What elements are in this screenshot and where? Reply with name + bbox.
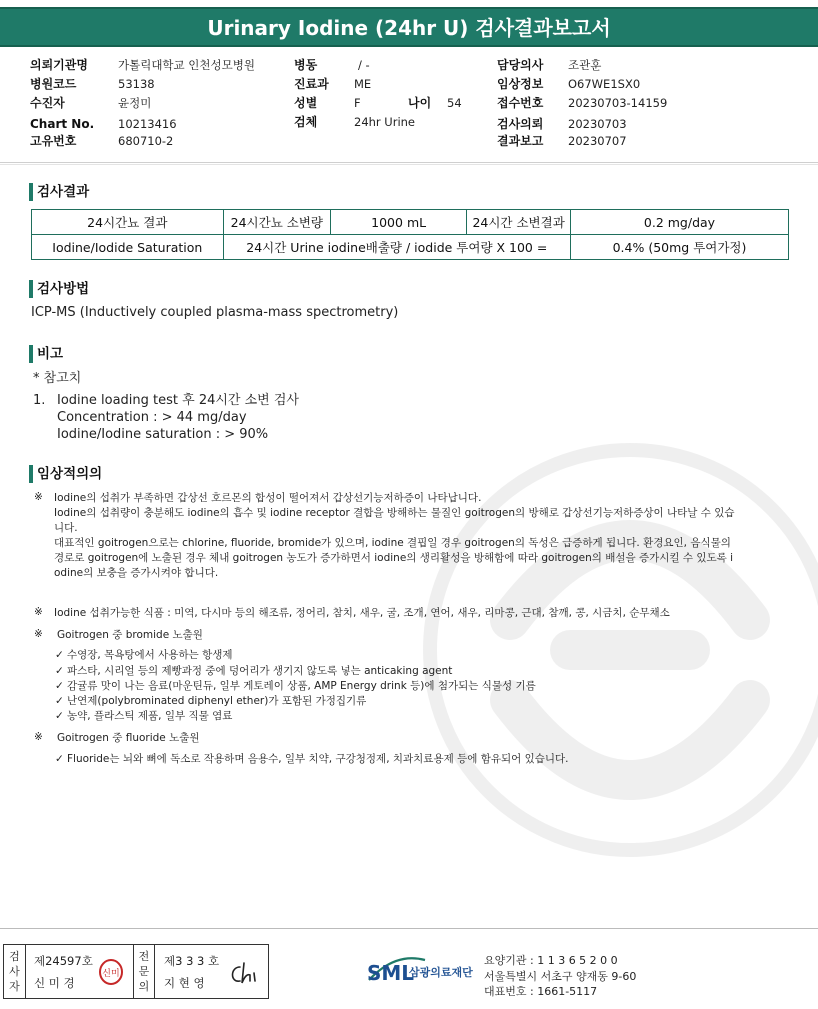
clinical-line: Iodine 섭취가능한 식품 : 미역, 다시마 등의 해조류, 정어리, 참치, 새우, 굴, 조개, 연어, 새우, 리마콩, 근대, 참깨, 콩, 시금치, 순무채소	[54, 607, 670, 619]
remark-line: Concentration : > 44 mg/day	[57, 410, 247, 425]
clinical-line: odine의 보충을 증가시켜야 합니다.	[54, 567, 219, 579]
clinical-subtitle: Goitrogen 중 fluoride 노출원	[57, 732, 200, 744]
table-cell: 24시간뇨 결과	[32, 210, 224, 235]
list-item: ✓ 농약, 플라스틱 제품, 일부 직물 염료	[55, 710, 233, 722]
section-title-method: 검사방법	[29, 279, 89, 299]
value-patient: 윤정미	[118, 96, 152, 110]
section-title-remark: 비고	[29, 344, 63, 364]
reference-label: * 참고치	[33, 371, 82, 386]
list-item: ✓ 파스타, 시리얼 등의 제빵과정 중에 덩어리가 생기지 않도록 넣는 anticaking agent	[55, 665, 453, 677]
label-sex: 성별	[294, 96, 318, 110]
divider	[0, 162, 818, 163]
institution-phone: 대표번호 : 1661-5117	[484, 985, 598, 998]
value-requesting-institution: 가톨릭대학교 인천성모병원	[118, 58, 255, 72]
check-icon: ✓	[55, 680, 64, 692]
clinical-line: 니다.	[54, 522, 78, 534]
note-mark: ※	[34, 731, 43, 743]
footer-divider	[0, 928, 818, 929]
label-specimen: 검체	[294, 115, 318, 129]
clinical-line: 대표적인 goitrogen으로는 chlorine, fluoride, bromide가 있으며, iodine 결핍일 경우 goitrogen의 독성은 급증하게 됩니다. 환경요인, 음식물의	[54, 537, 731, 549]
table-cell: 24시간 소변결과	[467, 210, 571, 235]
list-number: 1.	[33, 393, 46, 408]
method-text: ICP-MS (Inductively coupled plasma-mass spectrometry)	[31, 305, 399, 320]
table-cell: 24시간뇨 소변량	[223, 210, 330, 235]
label-age: 나이	[408, 96, 432, 110]
section-title-result: 검사결과	[29, 182, 89, 202]
value-hospital-code: 53138	[118, 77, 155, 91]
list-item: ✓ 수영장, 목욕탕에서 사용하는 항생제	[55, 649, 233, 661]
list-item: ✓ 감귤류 맛이 나는 음료(마운틴듀, 일부 게토레이 상품, AMP Energy drink 등)에 첨가되는 식물성 기름	[55, 680, 536, 692]
examiner-name: 신 미 경	[34, 976, 75, 990]
check-icon: ✓	[55, 710, 64, 722]
value-receipt-no: 20230703-14159	[568, 96, 668, 110]
institution-address: 서울특별시 서초구 양재동 9-60	[484, 969, 637, 983]
list-item: ✓ 난연제(polybrominated diphenyl ether)가 포함된 가정집기류	[55, 695, 367, 707]
label-receipt-no: 접수번호	[497, 96, 544, 110]
label-result-report: 결과보고	[497, 134, 544, 148]
watermark-logo-icon	[420, 420, 818, 880]
value-result-report: 20230707	[568, 134, 627, 148]
value-chart-no: 10213416	[118, 117, 177, 131]
value-department: ME	[354, 77, 372, 91]
clinical-line: Iodine의 섭취량이 충분해도 iodine의 흡수 및 iodine receptor 결합을 방해하는 물질인 goitrogen의 방해로 갑상선기능저하증상이 나타날 수 있습	[54, 507, 735, 519]
org-name: 삼광의료재단	[409, 966, 473, 979]
value-age: 54	[447, 96, 462, 110]
specialist-license-no: 제3 3 3 호	[164, 954, 220, 968]
signature-icon	[226, 959, 264, 987]
label-department: 진료과	[294, 77, 329, 91]
label-physician: 담당의사	[497, 58, 544, 72]
seal-stamp-icon	[98, 959, 124, 985]
table-cell: 24시간 Urine iodine배출량 / iodide 투여량 X 100 =	[223, 235, 570, 260]
check-icon: ✓	[55, 753, 64, 765]
check-icon: ✓	[55, 695, 64, 707]
specialist-label: 전 문 의	[133, 945, 155, 998]
clinical-subtitle: Goitrogen 중 bromide 노출원	[57, 629, 203, 641]
label-ward: 병동	[294, 58, 318, 72]
label-requesting-institution: 의뢰기관명	[30, 58, 88, 72]
value-unique-no: 680710-2	[118, 134, 174, 148]
remark-line: Iodine/Iodine saturation : > 90%	[57, 427, 269, 442]
table-cell: 0.2 mg/day	[571, 210, 789, 235]
table-row	[32, 235, 789, 260]
section-title-clinical: 임상적의의	[29, 464, 102, 484]
table-cell: Iodine/Iodide Saturation	[32, 235, 224, 260]
sml-logo-icon	[365, 950, 485, 994]
institution-info	[484, 953, 636, 1000]
remark-line: Iodine loading test 후 24시간 소변 검사	[57, 393, 299, 408]
list-item: ✓ Fluoride는 뇌와 뼈에 독소로 작용하며 음용수, 일부 치약, 구강청정제, 치과치료용제 등에 함유되어 있습니다.	[55, 753, 569, 765]
note-mark: ※	[34, 491, 43, 503]
value-test-request: 20230703	[568, 117, 627, 131]
check-icon: ✓	[55, 649, 64, 661]
label-clinical-info: 임상정보	[497, 77, 544, 91]
value-clinical-info: O67WE1SX0	[568, 77, 641, 91]
examiner-license-no: 제24597호	[34, 954, 93, 968]
check-icon: ✓	[55, 665, 64, 677]
signature-box	[3, 944, 269, 999]
institution-code: 요양기관 : 1 1 3 6 5 2 0 0	[484, 954, 618, 967]
table-cell: 1000 mL	[331, 210, 467, 235]
examiner-label: 검 사 자	[4, 945, 26, 998]
specialist-name: 지 현 영	[164, 976, 205, 990]
label-chart-no: Chart No.	[30, 117, 95, 131]
report-title: Urinary Iodine (24hr U) 검사결과보고서	[0, 7, 818, 47]
value-sex: F	[354, 96, 361, 110]
value-specimen: 24hr Urine	[354, 115, 416, 129]
logo-text: SML	[367, 961, 415, 985]
note-mark: ※	[34, 628, 43, 640]
clinical-line: 경로로 goitrogen에 노출된 경우 체내 goitrogen 농도가 증가하면서 iodine의 생리활성을 방해함에 따라 goitrogen의 배설을 증가시킬 수 있도록 i	[54, 552, 734, 564]
label-hospital-code: 병원코드	[30, 77, 77, 91]
divider	[0, 164, 818, 165]
note-mark: ※	[34, 606, 43, 618]
value-physician: 조관훈	[568, 58, 602, 72]
label-patient: 수진자	[30, 96, 65, 110]
result-table	[31, 209, 789, 260]
table-row	[32, 210, 789, 235]
table-cell: 0.4% (50mg 투여가정)	[571, 235, 789, 260]
label-unique-no: 고유번호	[30, 134, 77, 148]
patient-info	[0, 56, 818, 151]
seal-text: 신미	[102, 969, 120, 979]
value-ward: / -	[358, 58, 370, 72]
label-test-request: 검사의뢰	[497, 117, 544, 131]
clinical-line: Iodine의 섭취가 부족하면 갑상선 호르몬의 합성이 떨어져서 갑상선기능저하증이 나타납니다.	[54, 492, 482, 504]
